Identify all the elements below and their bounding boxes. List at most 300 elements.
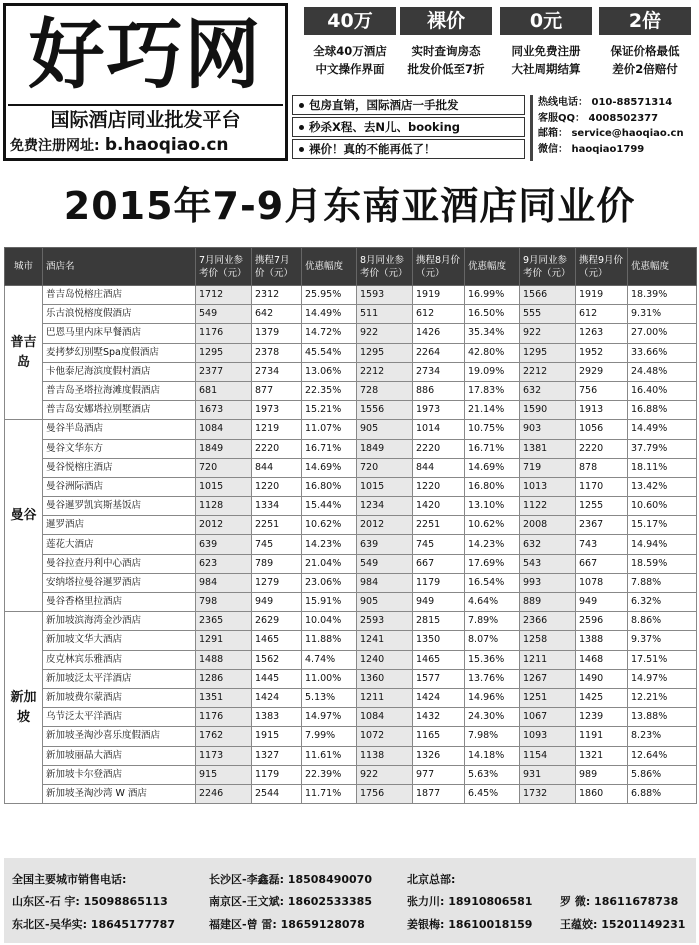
price-cell: 10.75% bbox=[465, 420, 520, 439]
price-cell: 1128 bbox=[196, 497, 252, 516]
price-cell: 922 bbox=[357, 324, 413, 343]
price-cell: 14.96% bbox=[465, 688, 520, 707]
col-header: 酒店名 bbox=[43, 248, 196, 286]
hotel-name-cell: 曼谷洲际酒店 bbox=[43, 477, 196, 496]
price-cell: 1084 bbox=[196, 420, 252, 439]
price-cell: 984 bbox=[196, 573, 252, 592]
price-cell: 2220 bbox=[413, 439, 465, 458]
price-cell: 2220 bbox=[252, 439, 302, 458]
bullet-dot-icon bbox=[299, 125, 304, 130]
price-cell: 1176 bbox=[196, 708, 252, 727]
hotel-name-cell: 曼谷拉查丹利中心酒店 bbox=[43, 554, 196, 573]
stat-big: 2倍 bbox=[599, 7, 691, 35]
price-cell: 1154 bbox=[520, 746, 576, 765]
price-cell: 37.79% bbox=[628, 439, 697, 458]
footer-contacts bbox=[4, 858, 696, 943]
price-cell: 931 bbox=[520, 765, 576, 784]
table-row bbox=[5, 477, 697, 496]
price-cell: 17.69% bbox=[465, 554, 520, 573]
hotel-name-cell: 皮克林宾乐雅酒店 bbox=[43, 650, 196, 669]
price-cell: 612 bbox=[576, 305, 628, 324]
stat-line1: 保证价格最低 bbox=[610, 44, 680, 58]
price-cell: 4.64% bbox=[465, 593, 520, 612]
price-cell: 21.14% bbox=[465, 401, 520, 420]
price-cell: 1488 bbox=[196, 650, 252, 669]
price-cell: 844 bbox=[252, 458, 302, 477]
price-cell: 2367 bbox=[576, 516, 628, 535]
table-row bbox=[5, 420, 697, 439]
price-table bbox=[4, 247, 697, 804]
price-cell: 1566 bbox=[520, 286, 576, 305]
price-cell: 743 bbox=[576, 535, 628, 554]
price-cell: 27.00% bbox=[628, 324, 697, 343]
price-cell: 1426 bbox=[413, 324, 465, 343]
footer-contact: 姜银梅: 18610018159 bbox=[407, 918, 533, 931]
price-cell: 1220 bbox=[252, 477, 302, 496]
price-cell: 1179 bbox=[252, 765, 302, 784]
price-cell: 1973 bbox=[413, 401, 465, 420]
stat-block-price bbox=[400, 7, 492, 89]
register-url-line bbox=[10, 134, 283, 157]
contact-wechat: 微信： haoqiao1799 bbox=[538, 143, 645, 155]
price-cell: 2365 bbox=[196, 612, 252, 631]
price-cell: 15.91% bbox=[302, 593, 357, 612]
price-cell: 8.07% bbox=[465, 631, 520, 650]
stat-line1: 同业免费注册 bbox=[511, 44, 581, 58]
price-cell: 2544 bbox=[252, 784, 302, 803]
price-cell: 1351 bbox=[196, 688, 252, 707]
hotel-name-cell: 新加坡圣淘沙喜乐度假酒店 bbox=[43, 727, 196, 746]
price-cell: 877 bbox=[252, 381, 302, 400]
bullet-list bbox=[292, 95, 525, 161]
price-cell: 977 bbox=[413, 765, 465, 784]
price-cell: 1590 bbox=[520, 401, 576, 420]
table-row bbox=[5, 458, 697, 477]
city-cell: 曼谷 bbox=[5, 420, 43, 612]
price-cell: 1255 bbox=[576, 497, 628, 516]
price-cell: 1860 bbox=[576, 784, 628, 803]
footer-contact: 山东区-石 宇: 15098865113 bbox=[12, 895, 168, 908]
table-row bbox=[5, 573, 697, 592]
price-cell: 7.99% bbox=[302, 727, 357, 746]
price-cell: 745 bbox=[252, 535, 302, 554]
price-cell: 2929 bbox=[576, 362, 628, 381]
price-cell: 1220 bbox=[413, 477, 465, 496]
price-cell: 6.88% bbox=[628, 784, 697, 803]
price-cell: 11.71% bbox=[302, 784, 357, 803]
table-row bbox=[5, 593, 697, 612]
price-cell: 1593 bbox=[357, 286, 413, 305]
price-cell: 1286 bbox=[196, 669, 252, 688]
price-cell: 16.99% bbox=[465, 286, 520, 305]
contact-info bbox=[530, 95, 696, 161]
table-row bbox=[5, 765, 697, 784]
price-cell: 1913 bbox=[576, 401, 628, 420]
stat-big: 裸价 bbox=[400, 7, 492, 35]
price-cell: 12.21% bbox=[628, 688, 697, 707]
table-row bbox=[5, 324, 697, 343]
price-cell: 7.89% bbox=[465, 612, 520, 631]
contact-email[interactable]: 邮箱： service@haoqiao.cn bbox=[538, 128, 684, 139]
table-body bbox=[5, 286, 697, 804]
col-header: 优惠幅度 bbox=[628, 248, 697, 286]
register-label: 免费注册网址: bbox=[10, 138, 100, 154]
price-cell: 1915 bbox=[252, 727, 302, 746]
price-cell: 1067 bbox=[520, 708, 576, 727]
price-cell: 1241 bbox=[357, 631, 413, 650]
price-cell: 11.07% bbox=[302, 420, 357, 439]
price-cell: 1165 bbox=[413, 727, 465, 746]
price-cell: 13.10% bbox=[465, 497, 520, 516]
price-cell: 984 bbox=[357, 573, 413, 592]
price-cell: 22.39% bbox=[302, 765, 357, 784]
price-cell: 24.48% bbox=[628, 362, 697, 381]
price-cell: 14.49% bbox=[628, 420, 697, 439]
price-cell: 5.86% bbox=[628, 765, 697, 784]
price-cell: 35.34% bbox=[465, 324, 520, 343]
hotel-name-cell: 新加坡费尔蒙酒店 bbox=[43, 688, 196, 707]
price-cell: 632 bbox=[520, 381, 576, 400]
price-cell: 16.40% bbox=[628, 381, 697, 400]
price-cell: 14.23% bbox=[302, 535, 357, 554]
table-row bbox=[5, 535, 697, 554]
price-cell: 2734 bbox=[252, 362, 302, 381]
price-cell: 1490 bbox=[576, 669, 628, 688]
price-cell: 1577 bbox=[413, 669, 465, 688]
hotel-name-cell: 巴恩马里内床早餐酒店 bbox=[43, 324, 196, 343]
price-cell: 7.98% bbox=[465, 727, 520, 746]
price-cell: 1191 bbox=[576, 727, 628, 746]
bullet-dot-icon bbox=[299, 147, 304, 152]
price-cell: 511 bbox=[357, 305, 413, 324]
price-cell: 1170 bbox=[576, 477, 628, 496]
hotel-name-cell: 普吉岛圣塔拉海滩度假酒店 bbox=[43, 381, 196, 400]
footer-contact: 王蕴姣: 15201149231 bbox=[560, 918, 686, 931]
col-header: 城市 bbox=[5, 248, 43, 286]
table-row bbox=[5, 708, 697, 727]
price-cell: 14.23% bbox=[465, 535, 520, 554]
price-cell: 14.97% bbox=[302, 708, 357, 727]
price-cell: 1673 bbox=[196, 401, 252, 420]
price-cell: 1056 bbox=[576, 420, 628, 439]
price-cell: 1279 bbox=[252, 573, 302, 592]
stat-block-free bbox=[500, 7, 592, 89]
price-cell: 8.23% bbox=[628, 727, 697, 746]
price-cell: 798 bbox=[196, 593, 252, 612]
price-cell: 549 bbox=[357, 554, 413, 573]
price-cell: 1425 bbox=[576, 688, 628, 707]
price-cell: 2593 bbox=[357, 612, 413, 631]
price-cell: 1756 bbox=[357, 784, 413, 803]
table-row bbox=[5, 286, 697, 305]
table-row bbox=[5, 746, 697, 765]
price-cell: 949 bbox=[576, 593, 628, 612]
price-cell: 14.69% bbox=[302, 458, 357, 477]
footer-contact: 长沙区-李鑫磊: 18508490070 bbox=[209, 873, 372, 886]
price-cell: 2377 bbox=[196, 362, 252, 381]
price-cell: 632 bbox=[520, 535, 576, 554]
price-cell: 13.06% bbox=[302, 362, 357, 381]
price-cell: 720 bbox=[196, 458, 252, 477]
col-header: 携程8月价（元） bbox=[413, 248, 465, 286]
col-header: 9月同业参考价（元） bbox=[520, 248, 576, 286]
price-cell: 1732 bbox=[520, 784, 576, 803]
price-cell: 1877 bbox=[413, 784, 465, 803]
price-cell: 1334 bbox=[252, 497, 302, 516]
price-cell: 756 bbox=[576, 381, 628, 400]
price-cell: 1919 bbox=[413, 286, 465, 305]
price-cell: 1849 bbox=[196, 439, 252, 458]
stat-line2: 大社周期结算 bbox=[511, 62, 581, 76]
price-cell: 1291 bbox=[196, 631, 252, 650]
price-cell: 1432 bbox=[413, 708, 465, 727]
price-cell: 16.80% bbox=[302, 477, 357, 496]
price-cell: 14.18% bbox=[465, 746, 520, 765]
table-row bbox=[5, 381, 697, 400]
price-cell: 2212 bbox=[357, 362, 413, 381]
price-cell: 1179 bbox=[413, 573, 465, 592]
hotel-name-cell: 新加坡文华大酒店 bbox=[43, 631, 196, 650]
price-cell: 1258 bbox=[520, 631, 576, 650]
price-cell: 11.00% bbox=[302, 669, 357, 688]
footer-contact: 东北区-吴华实: 18645177787 bbox=[12, 918, 175, 931]
footer-hq-label: 北京总部: bbox=[407, 873, 456, 886]
price-cell: 642 bbox=[252, 305, 302, 324]
price-cell: 719 bbox=[520, 458, 576, 477]
price-cell: 9.37% bbox=[628, 631, 697, 650]
price-cell: 33.66% bbox=[628, 343, 697, 362]
stat-block-guarantee bbox=[599, 7, 691, 89]
price-cell: 18.59% bbox=[628, 554, 697, 573]
price-cell: 6.45% bbox=[465, 784, 520, 803]
price-cell: 2220 bbox=[576, 439, 628, 458]
price-cell: 1234 bbox=[357, 497, 413, 516]
footer-title: 全国主要城市销售电话: bbox=[12, 873, 127, 886]
table-row bbox=[5, 554, 697, 573]
city-cell: 普吉岛 bbox=[5, 286, 43, 420]
table-row bbox=[5, 401, 697, 420]
col-header: 优惠幅度 bbox=[302, 248, 357, 286]
bullet-item: 秒杀X程、去N儿、booking bbox=[292, 117, 525, 137]
table-row bbox=[5, 784, 697, 803]
price-cell: 5.13% bbox=[302, 688, 357, 707]
price-cell: 1849 bbox=[357, 439, 413, 458]
price-cell: 1219 bbox=[252, 420, 302, 439]
price-cell: 1013 bbox=[520, 477, 576, 496]
hotel-name-cell: 麦拷梦幻别墅Spa度假酒店 bbox=[43, 343, 196, 362]
price-cell: 1176 bbox=[196, 324, 252, 343]
price-cell: 2366 bbox=[520, 612, 576, 631]
price-cell: 728 bbox=[357, 381, 413, 400]
contact-hotline: 热线电话： 010-88571314 bbox=[538, 97, 673, 108]
price-cell: 14.49% bbox=[302, 305, 357, 324]
price-cell: 844 bbox=[413, 458, 465, 477]
price-cell: 1465 bbox=[252, 631, 302, 650]
footer-contact: 张力川: 18910806581 bbox=[407, 895, 533, 908]
hotel-name-cell: 新加坡卡尔登酒店 bbox=[43, 765, 196, 784]
price-cell: 4.74% bbox=[302, 650, 357, 669]
price-cell: 1919 bbox=[576, 286, 628, 305]
price-cell: 14.69% bbox=[465, 458, 520, 477]
price-cell: 17.83% bbox=[465, 381, 520, 400]
price-cell: 1173 bbox=[196, 746, 252, 765]
price-cell: 16.80% bbox=[465, 477, 520, 496]
price-cell: 949 bbox=[413, 593, 465, 612]
stat-big: 0元 bbox=[500, 7, 592, 35]
stat-line2: 批发价低至7折 bbox=[407, 62, 485, 76]
hotel-name-cell: 曼谷半岛酒店 bbox=[43, 420, 196, 439]
price-cell: 1556 bbox=[357, 401, 413, 420]
bullet-item: 包房直销，国际酒店一手批发 bbox=[292, 95, 525, 115]
price-cell: 903 bbox=[520, 420, 576, 439]
price-cell: 1952 bbox=[576, 343, 628, 362]
price-cell: 555 bbox=[520, 305, 576, 324]
price-cell: 1295 bbox=[196, 343, 252, 362]
price-cell: 22.35% bbox=[302, 381, 357, 400]
table-header-row bbox=[5, 248, 697, 286]
price-cell: 2212 bbox=[520, 362, 576, 381]
col-header: 7月同业参考价（元） bbox=[196, 248, 252, 286]
hotel-name-cell: 安纳塔拉曼谷暹罗酒店 bbox=[43, 573, 196, 592]
table-row bbox=[5, 305, 697, 324]
price-cell: 19.09% bbox=[465, 362, 520, 381]
price-cell: 915 bbox=[196, 765, 252, 784]
price-cell: 905 bbox=[357, 593, 413, 612]
price-cell: 42.80% bbox=[465, 343, 520, 362]
table-row bbox=[5, 343, 697, 362]
logo-box bbox=[3, 3, 288, 161]
logo-tagline: 国际酒店同业批发平台 bbox=[8, 104, 283, 132]
price-cell: 7.88% bbox=[628, 573, 697, 592]
price-cell: 14.72% bbox=[302, 324, 357, 343]
price-cell: 2312 bbox=[252, 286, 302, 305]
hotel-name-cell: 曼谷香格里拉酒店 bbox=[43, 593, 196, 612]
col-header: 携程9月价（元） bbox=[576, 248, 628, 286]
price-cell: 1762 bbox=[196, 727, 252, 746]
price-cell: 1015 bbox=[357, 477, 413, 496]
price-cell: 2596 bbox=[576, 612, 628, 631]
stat-line2: 中文操作界面 bbox=[315, 62, 385, 76]
price-cell: 15.17% bbox=[628, 516, 697, 535]
logo-title: 好巧网 bbox=[28, 10, 263, 99]
price-cell: 15.21% bbox=[302, 401, 357, 420]
table-row bbox=[5, 688, 697, 707]
price-cell: 667 bbox=[576, 554, 628, 573]
hotel-name-cell: 曼谷暹罗凯宾斯基饭店 bbox=[43, 497, 196, 516]
price-cell: 2251 bbox=[413, 516, 465, 535]
price-cell: 1267 bbox=[520, 669, 576, 688]
price-cell: 11.61% bbox=[302, 746, 357, 765]
price-cell: 1360 bbox=[357, 669, 413, 688]
col-header: 8月同业参考价（元） bbox=[357, 248, 413, 286]
price-cell: 13.88% bbox=[628, 708, 697, 727]
hotel-name-cell: 新加坡泛太平洋酒店 bbox=[43, 669, 196, 688]
price-cell: 989 bbox=[576, 765, 628, 784]
price-cell: 11.88% bbox=[302, 631, 357, 650]
bullet-item: 裸价！真的不能再低了！ bbox=[292, 139, 525, 159]
price-cell: 16.88% bbox=[628, 401, 697, 420]
hotel-name-cell: 新加坡滨海湾金沙酒店 bbox=[43, 612, 196, 631]
price-cell: 2251 bbox=[252, 516, 302, 535]
table-row bbox=[5, 516, 697, 535]
footer-contact: 南京区-王文斌: 18602533385 bbox=[209, 895, 372, 908]
price-cell: 15.36% bbox=[465, 650, 520, 669]
price-cell: 1379 bbox=[252, 324, 302, 343]
price-cell: 2629 bbox=[252, 612, 302, 631]
price-cell: 1424 bbox=[413, 688, 465, 707]
price-cell: 1445 bbox=[252, 669, 302, 688]
price-cell: 15.44% bbox=[302, 497, 357, 516]
price-cell: 1381 bbox=[520, 439, 576, 458]
price-cell: 639 bbox=[357, 535, 413, 554]
price-cell: 12.64% bbox=[628, 746, 697, 765]
price-cell: 745 bbox=[413, 535, 465, 554]
price-cell: 10.62% bbox=[465, 516, 520, 535]
hotel-name-cell: 曼谷悦榕庄酒店 bbox=[43, 458, 196, 477]
price-cell: 1084 bbox=[357, 708, 413, 727]
price-cell: 2378 bbox=[252, 343, 302, 362]
price-cell: 1383 bbox=[252, 708, 302, 727]
price-cell: 1251 bbox=[520, 688, 576, 707]
hotel-name-cell: 暹罗酒店 bbox=[43, 516, 196, 535]
table-row bbox=[5, 439, 697, 458]
table-row bbox=[5, 727, 697, 746]
hotel-name-cell: 新加坡圣淘沙湾 W 酒店 bbox=[43, 784, 196, 803]
stat-line1: 实时查询房态 bbox=[411, 44, 481, 58]
price-cell: 1072 bbox=[357, 727, 413, 746]
price-cell: 993 bbox=[520, 573, 576, 592]
price-cell: 1078 bbox=[576, 573, 628, 592]
price-cell: 16.50% bbox=[465, 305, 520, 324]
price-cell: 543 bbox=[520, 554, 576, 573]
price-cell: 949 bbox=[252, 593, 302, 612]
price-cell: 789 bbox=[252, 554, 302, 573]
price-cell: 13.76% bbox=[465, 669, 520, 688]
price-cell: 13.42% bbox=[628, 477, 697, 496]
hotel-name-cell: 莲花大酒店 bbox=[43, 535, 196, 554]
price-cell: 889 bbox=[520, 593, 576, 612]
price-cell: 1327 bbox=[252, 746, 302, 765]
price-cell: 10.62% bbox=[302, 516, 357, 535]
price-cell: 2008 bbox=[520, 516, 576, 535]
price-cell: 16.54% bbox=[465, 573, 520, 592]
hotel-name-cell: 卡他泰尼海滨度假村酒店 bbox=[43, 362, 196, 381]
price-cell: 16.71% bbox=[465, 439, 520, 458]
price-cell: 1263 bbox=[576, 324, 628, 343]
col-header: 优惠幅度 bbox=[465, 248, 520, 286]
price-cell: 639 bbox=[196, 535, 252, 554]
price-cell: 1138 bbox=[357, 746, 413, 765]
hotel-name-cell: 普吉岛安娜塔拉别墅酒店 bbox=[43, 401, 196, 420]
price-cell: 1321 bbox=[576, 746, 628, 765]
price-cell: 1093 bbox=[520, 727, 576, 746]
page-headline: 2015年7-9月东南亚酒店同业价 bbox=[63, 184, 636, 228]
price-cell: 1240 bbox=[357, 650, 413, 669]
table-row bbox=[5, 631, 697, 650]
price-cell: 681 bbox=[196, 381, 252, 400]
price-cell: 922 bbox=[357, 765, 413, 784]
price-cell: 623 bbox=[196, 554, 252, 573]
price-cell: 2246 bbox=[196, 784, 252, 803]
stat-line1: 全球40万酒店 bbox=[313, 44, 387, 58]
price-cell: 886 bbox=[413, 381, 465, 400]
price-cell: 2012 bbox=[357, 516, 413, 535]
price-cell: 1122 bbox=[520, 497, 576, 516]
price-cell: 1420 bbox=[413, 497, 465, 516]
price-cell: 549 bbox=[196, 305, 252, 324]
register-url[interactable]: b.haoqiao.cn bbox=[104, 135, 229, 155]
price-cell: 2734 bbox=[413, 362, 465, 381]
